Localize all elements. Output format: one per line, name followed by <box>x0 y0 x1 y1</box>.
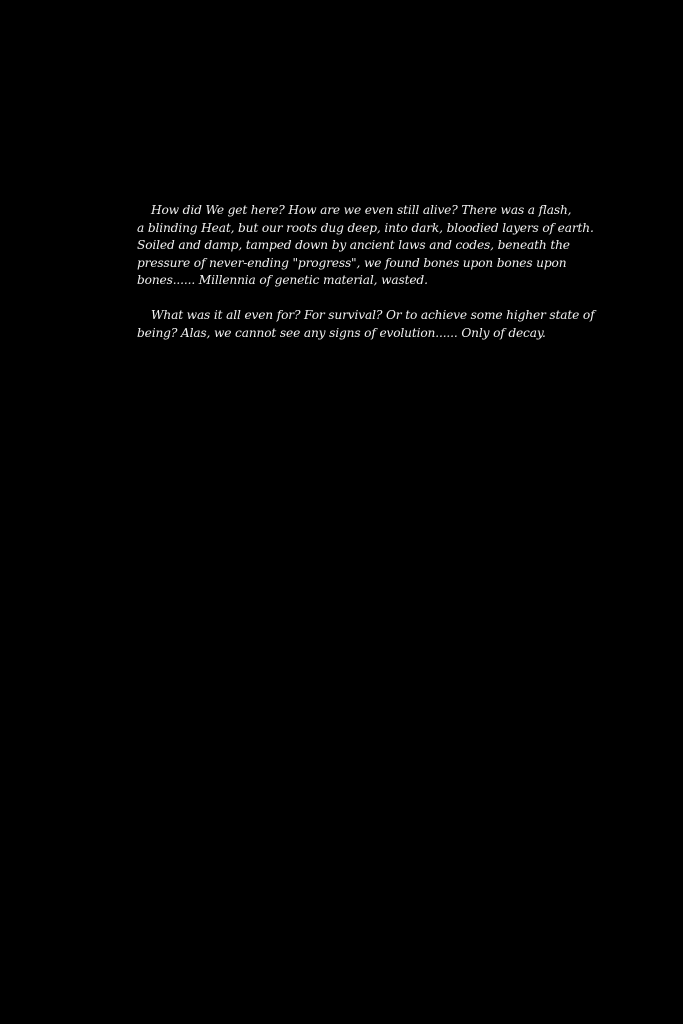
paragraph-1-line-3: Soiled and damp, tamped down by ancient laws and codes, beneath the <box>137 238 570 253</box>
paragraph-1-line-1: How did We get here? How are we even still alive? There was a flash, <box>151 203 572 217</box>
paragraph-2-line-2: being? Alas, we cannot see any signs of evolution...... Only of decay. <box>137 325 546 340</box>
paragraph-1-line-5: bones...... Millennia of genetic material, wasted. <box>137 273 428 288</box>
paragraph-1 <box>137 202 594 290</box>
paragraph-1-line-4: pressure of never-ending "progress", we found bones upon bones upon <box>137 255 567 270</box>
paragraph-2 <box>137 307 595 342</box>
paragraph-1-line-2: a blinding Heat, but our roots dug deep, into dark, bloodied layers of earth. <box>137 220 594 235</box>
paragraph-2-line-1: What was it all even for? For survival? Or to achieve some higher state of <box>151 307 595 322</box>
passage-text <box>137 202 595 342</box>
